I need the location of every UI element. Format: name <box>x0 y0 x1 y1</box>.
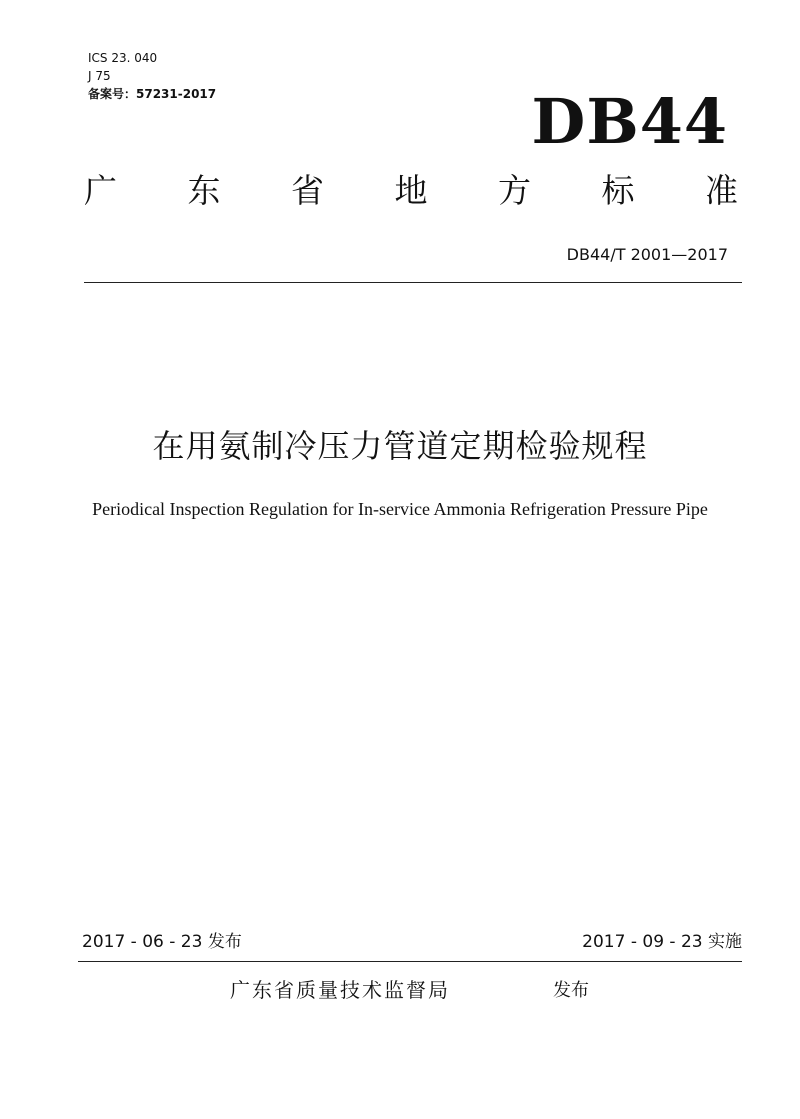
issuer-suffix: 发布 <box>553 980 589 1001</box>
standard-type-char: 东 <box>187 171 221 210</box>
standard-type <box>84 170 738 212</box>
ics-code: ICS 23. 040 <box>88 51 158 65</box>
header-divider <box>84 282 742 283</box>
footer-divider <box>78 961 742 962</box>
title-chinese: 在用氨制冷压力管道定期检验规程 <box>152 427 648 465</box>
standard-number: DB44/T 2001—2017 <box>566 245 728 264</box>
standard-type-char: 准 <box>705 171 738 210</box>
j-code: J 75 <box>88 69 111 83</box>
standard-type-char: 方 <box>498 171 531 210</box>
standard-type-char: 标 <box>601 171 635 210</box>
implementation-date: 2017 - 09 - 23 实施 <box>582 932 742 952</box>
issuer-name: 广东省质量技术监督局 <box>230 978 450 1002</box>
standard-type-char: 地 <box>394 171 428 210</box>
standard-type-char: 广 <box>84 171 117 210</box>
title-english: Periodical Inspection Regulation for In-service Ammonia Refrigeration Pressure Pipe <box>92 499 708 519</box>
filing-number: 备案号：57231-2017 <box>88 87 217 101</box>
standard-type-char: 省 <box>291 171 324 210</box>
db-code: DB44 <box>531 85 728 158</box>
issue-date: 2017 - 06 - 23 发布 <box>82 932 242 952</box>
